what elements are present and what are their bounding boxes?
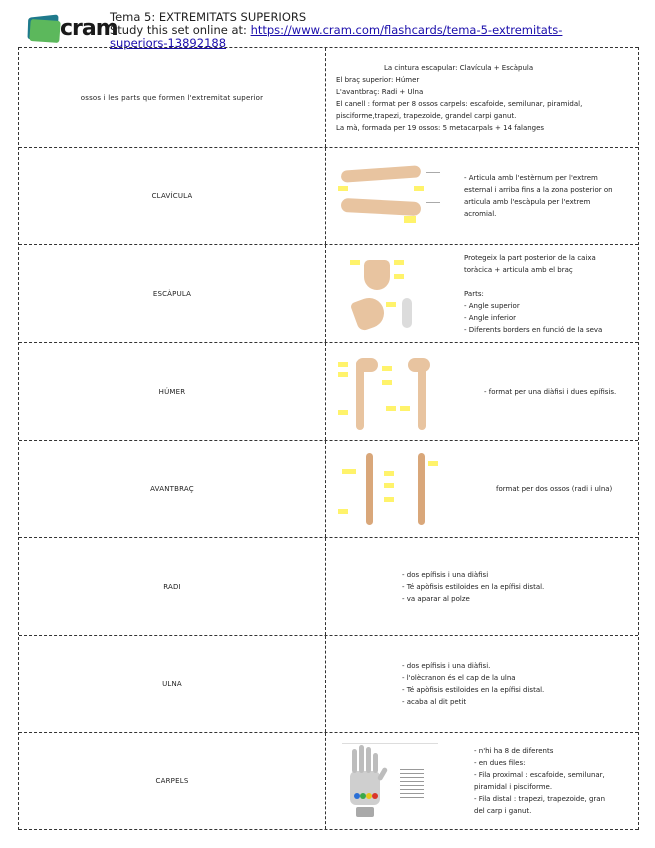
definition-line: - l'olècranon és el cap de la ulna xyxy=(402,674,516,682)
definition-text xyxy=(484,386,616,398)
definition-line: acromial. xyxy=(464,210,497,218)
definition-line: - acaba al dit petit xyxy=(402,698,467,706)
flashcard-row xyxy=(19,244,638,342)
definition-line: pisciforme,trapezi, trapezoide, grandel carpi ganut. xyxy=(336,111,517,120)
definition-line: La cintura escapular: Clavícula + Escàpula xyxy=(384,63,534,72)
flashcard-row xyxy=(19,342,638,440)
card-term: ULNA xyxy=(19,636,326,732)
card-definition xyxy=(326,148,638,244)
definition-line: - Diferents borders en funció de la seva xyxy=(464,325,603,334)
flashcard-row xyxy=(19,147,638,244)
definition-line: - format per una diàfisi i dues epífisis. xyxy=(484,387,617,396)
study-url-link[interactable]: https://www.cram.com/flashcards/tema-5-extremitats- xyxy=(250,23,563,37)
card-definition xyxy=(326,636,638,732)
page-header xyxy=(0,0,655,48)
definition-line: - Té apòfisis estiloides en la epífisi distal. xyxy=(402,582,545,591)
clavicle-diagram-image xyxy=(336,156,446,236)
flashcard-row xyxy=(19,440,638,537)
definition-line: La mà, formada per 19 ossos: 5 metacarpals + 14 falanges xyxy=(336,123,545,132)
scapula-diagram-image xyxy=(336,254,446,334)
cram-logo xyxy=(24,14,118,44)
flashcard-row xyxy=(19,537,638,635)
flashcard-row xyxy=(19,732,638,830)
definition-line: del carp i ganut. xyxy=(474,807,532,815)
card-definition xyxy=(326,441,638,537)
hand-carpals-diagram-image xyxy=(336,741,446,821)
definition-line: - Angle inferior xyxy=(464,313,517,322)
definition-text xyxy=(402,569,544,605)
definition-line: Parts: xyxy=(464,289,484,298)
header-text xyxy=(110,11,562,50)
set-title: Tema 5: EXTREMITATS SUPERIORS xyxy=(110,10,307,24)
definition-line: - Fila distal : trapezi, trapezoide, gran xyxy=(474,795,606,803)
card-definition xyxy=(326,245,638,342)
definition-line: esternal i arriba fins a la zona posterior on xyxy=(464,186,613,194)
card-term: ESCÀPULA xyxy=(19,245,326,342)
definition-line: piramidal i pisciforme. xyxy=(474,783,553,791)
definition-text xyxy=(402,660,544,708)
card-term: HÚMER xyxy=(19,343,326,440)
card-definition xyxy=(326,48,638,147)
definition-line: articula amb l'escàpula per l'extrem xyxy=(464,198,591,206)
definition-line: - Té apòfisis estiloides en la epífisi distal. xyxy=(402,686,545,694)
definition-line: El braç superior: Húmer xyxy=(336,75,420,84)
flashcard-row xyxy=(19,635,638,732)
logo-wordmark: cram xyxy=(60,16,118,41)
definition-line: - Articula amb l'estèrnum per l'extrem xyxy=(464,174,598,182)
definition-line-blank xyxy=(464,276,602,288)
definition-line: - n'hi ha 8 de diferents xyxy=(474,747,554,755)
humerus-diagram-image xyxy=(336,352,456,432)
card-term: ossos i les parts que formen l'extremitat superior xyxy=(19,48,326,147)
definition-text xyxy=(336,62,582,134)
card-term: CARPELS xyxy=(19,733,326,829)
card-definition xyxy=(326,733,638,829)
flashcard-row xyxy=(19,47,638,147)
definition-line: Protegeix la part posterior de la caixa xyxy=(464,253,596,262)
definition-line: - dos epífisis i una diàfisi. xyxy=(402,662,491,670)
definition-line: toràcica + articula amb el braç xyxy=(464,265,573,274)
definition-line: L'avantbraç: Radi + Ulna xyxy=(336,87,424,96)
definition-text xyxy=(474,745,605,817)
definition-line: - Angle superior xyxy=(464,301,520,310)
definition-text xyxy=(464,172,613,220)
study-prefix: Study this set online at: xyxy=(110,23,251,37)
definition-line: format per dos ossos (radi i ulna) xyxy=(496,485,613,493)
card-term: CLAVÍCULA xyxy=(19,148,326,244)
definition-line: El canell : format per 8 ossos carpels: escafoide, semilunar, piramidal, xyxy=(336,99,583,108)
definition-text xyxy=(496,483,612,495)
card-term: RADI xyxy=(19,538,326,635)
definition-line: - dos epífisis i una diàfisi xyxy=(402,570,489,579)
card-definition xyxy=(326,343,638,440)
forearm-diagram-image xyxy=(336,449,456,529)
definition-text xyxy=(464,252,602,336)
flashcard-table xyxy=(18,47,639,830)
definition-line: - Fila proximal : escafoide, semilunar, xyxy=(474,771,605,779)
definition-line: - en dues files: xyxy=(474,759,526,767)
logo-card-icon xyxy=(29,19,60,43)
card-definition xyxy=(326,538,638,635)
card-term: AVANTBRAÇ xyxy=(19,441,326,537)
study-url-link-cont[interactable]: superiors-13892188 xyxy=(110,36,227,50)
definition-line: - va aparar al polze xyxy=(402,594,470,603)
